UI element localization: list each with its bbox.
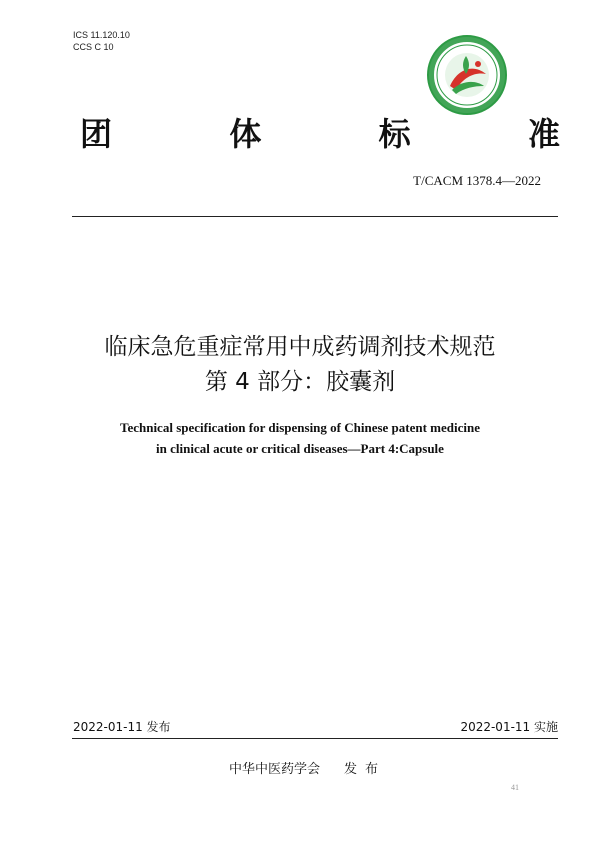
ccs-code: CCS C 10 [73, 42, 114, 52]
doc-type-char: 体 [229, 115, 262, 153]
doc-type-char: 准 [527, 115, 560, 153]
classification-codes [73, 29, 130, 53]
header-divider [72, 216, 558, 217]
title-chinese-line2: 第 4 部分：胶囊剂 [204, 369, 396, 395]
publisher-line [229, 758, 386, 777]
document-type-heading [80, 112, 560, 156]
title-english-line1: Technical specification for dispensing of Chinese patent medicine [119, 420, 481, 435]
doc-type-char: 标 [378, 115, 411, 153]
doc-type-char: 团 [80, 115, 113, 153]
page-mark: 41 [511, 783, 519, 792]
implementation-date: 2022-01-11 实施 [460, 720, 558, 734]
publisher-name: 中华中医药学会 [229, 762, 321, 777]
association-seal-icon [426, 34, 508, 116]
footer-divider [72, 738, 558, 739]
title-chinese-line1: 临床急危重症常用中成药调剂技术规范 [104, 334, 496, 360]
publisher-action: 发布 [344, 762, 387, 777]
standard-number: T/CACM 1378.4—2022 [413, 173, 541, 188]
title-english-line2: in clinical acute or critical diseases—Part 4:Capsule [156, 441, 444, 456]
ics-code: ICS 11.120.10 [73, 30, 130, 40]
publish-date: 2022-01-11 发布 [73, 720, 171, 734]
